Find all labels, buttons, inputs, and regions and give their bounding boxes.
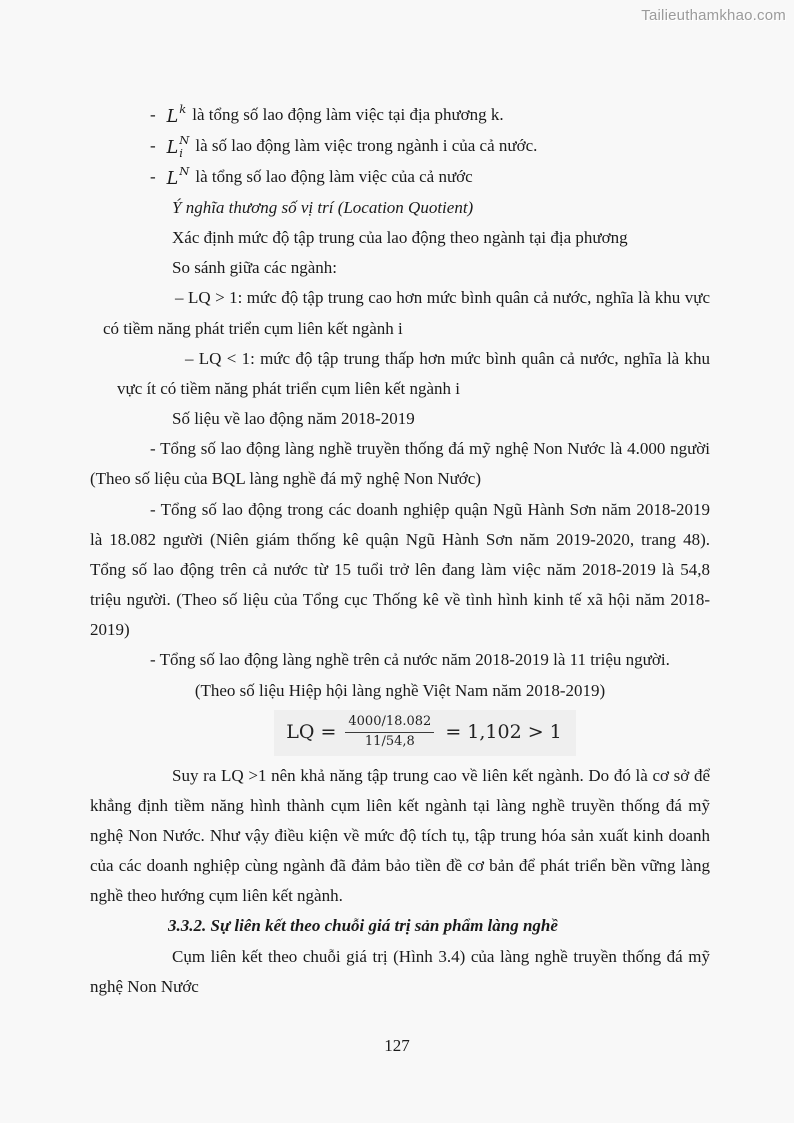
- lq-formula: [90, 707, 710, 759]
- source-note: (Theo số liệu Hiệp hội làng nghề Việt Nam năm 2018-2019): [194, 680, 606, 700]
- paragraph-cum-lien-ket: Cụm liên kết theo chuỗi giá trị (Hình 3.4) của làng nghề truyền thống đá mỹ nghệ Non Nước: [90, 946, 710, 996]
- page-content: [90, 100, 710, 1002]
- bullet-dash: -: [150, 167, 156, 186]
- paragraph-lq-less-1: – LQ < 1: mức độ tập trung thấp hơn mức bình quân cả nước, nghĩa là khu vực ít có tiềm năng phát triển cụm liên kết ngành i: [117, 348, 710, 398]
- section-heading-3-3-2: 3.3.2. Sự liên kết theo chuỗi giá trị sản phẩm làng nghề: [168, 916, 558, 936]
- math-variable-ln: [166, 164, 190, 193]
- math-variable-lk: [166, 102, 187, 131]
- definition-text: là số lao động làm việc trong ngành i của cả nước.: [195, 136, 538, 155]
- formula-fraction: [345, 714, 434, 751]
- paragraph-so-lieu: Số liệu về lao động năm 2018-2019: [172, 409, 415, 429]
- definition-item-lk: [90, 100, 710, 131]
- bullet-dash: -: [150, 105, 156, 124]
- definition-text: là tổng số lao động làm việc tại địa phương k.: [192, 105, 504, 124]
- bullet-dash: -: [150, 136, 156, 155]
- fraction-denominator: 11/54,8: [364, 733, 415, 749]
- bullet-total-labor-nguhanhson: - Tổng số lao động trong các doanh nghiệp quận Ngũ Hành Sơn năm 2018-2019 là 18.082 người (Niên giám thống kê quận Ngũ Hành Sơn năm 2019-2020, trang 48). Tổng số lao động trên cả nước từ 15 tuổi trở lên đang làm việc năm 2018-2019 là 54,8 triệu người. (Theo số liệu của Tổng cục Thống kê về tình hình kinh tế xã hội năm 2018-2019): [90, 499, 710, 640]
- definition-item-lin: [90, 131, 710, 162]
- math-variable-lin: [166, 133, 190, 162]
- paragraph-so-sanh: So sánh giữa các ngành:: [172, 258, 338, 278]
- paragraph-y-nghia: Ý nghĩa thương số vị trí (Location Quotient): [172, 198, 474, 217]
- math-base: L: [166, 107, 179, 127]
- watermark: Tailieuthamkhao.com: [641, 7, 786, 24]
- math-base: L: [166, 138, 179, 158]
- fraction-numerator: 4000/18.082: [345, 714, 434, 733]
- math-base: L: [166, 169, 179, 189]
- page-number: 127: [384, 1036, 410, 1055]
- bullet-total-labor-country: - Tổng số lao động làng nghề trên cả nước năm 2018-2019 là 11 triệu người.: [150, 650, 670, 670]
- formula-box: [274, 710, 576, 756]
- bullet-total-labor-nonnuoc: - Tổng số lao động làng nghề truyền thống đá mỹ nghệ Non Nước là 4.000 người (Theo số liệu của BQL làng nghề đá mỹ nghệ Non Nước): [90, 439, 710, 489]
- formula-lhs: LQ =: [286, 721, 337, 744]
- math-script: N: [179, 164, 190, 178]
- paragraph-xac-dinh: Xác định mức độ tập trung của lao động theo ngành tại địa phương: [172, 228, 628, 248]
- definition-text: là tổng số lao động làm việc của cả nước: [195, 167, 473, 186]
- math-script: N i: [179, 133, 190, 160]
- paragraph-suy-ra: Suy ra LQ >1 nên khả năng tập trung cao về liên kết ngành. Do đó là cơ sở để khẳng định tiềm năng hình thành cụm liên kết ngành tại làng nghề truyền thống đá mỹ nghệ Non Nước. Như vậy điều kiện về mức độ tích tụ, tập trung hóa sản xuất kinh doanh của các doanh nghiệp cùng ngành đã đảm bảo tiền đề cơ bản để phát triển bền vững làng nghề theo hướng cụm liên kết ngành.: [90, 765, 710, 906]
- definition-item-ln: [90, 162, 710, 193]
- math-script: k: [179, 102, 187, 116]
- paragraph-lq-greater-1: – LQ > 1: mức độ tập trung cao hơn mức bình quân cả nước, nghĩa là khu vực có tiềm năng phát triển cụm liên kết ngành i: [103, 288, 710, 338]
- formula-result: = 1,102 > 1: [445, 721, 562, 744]
